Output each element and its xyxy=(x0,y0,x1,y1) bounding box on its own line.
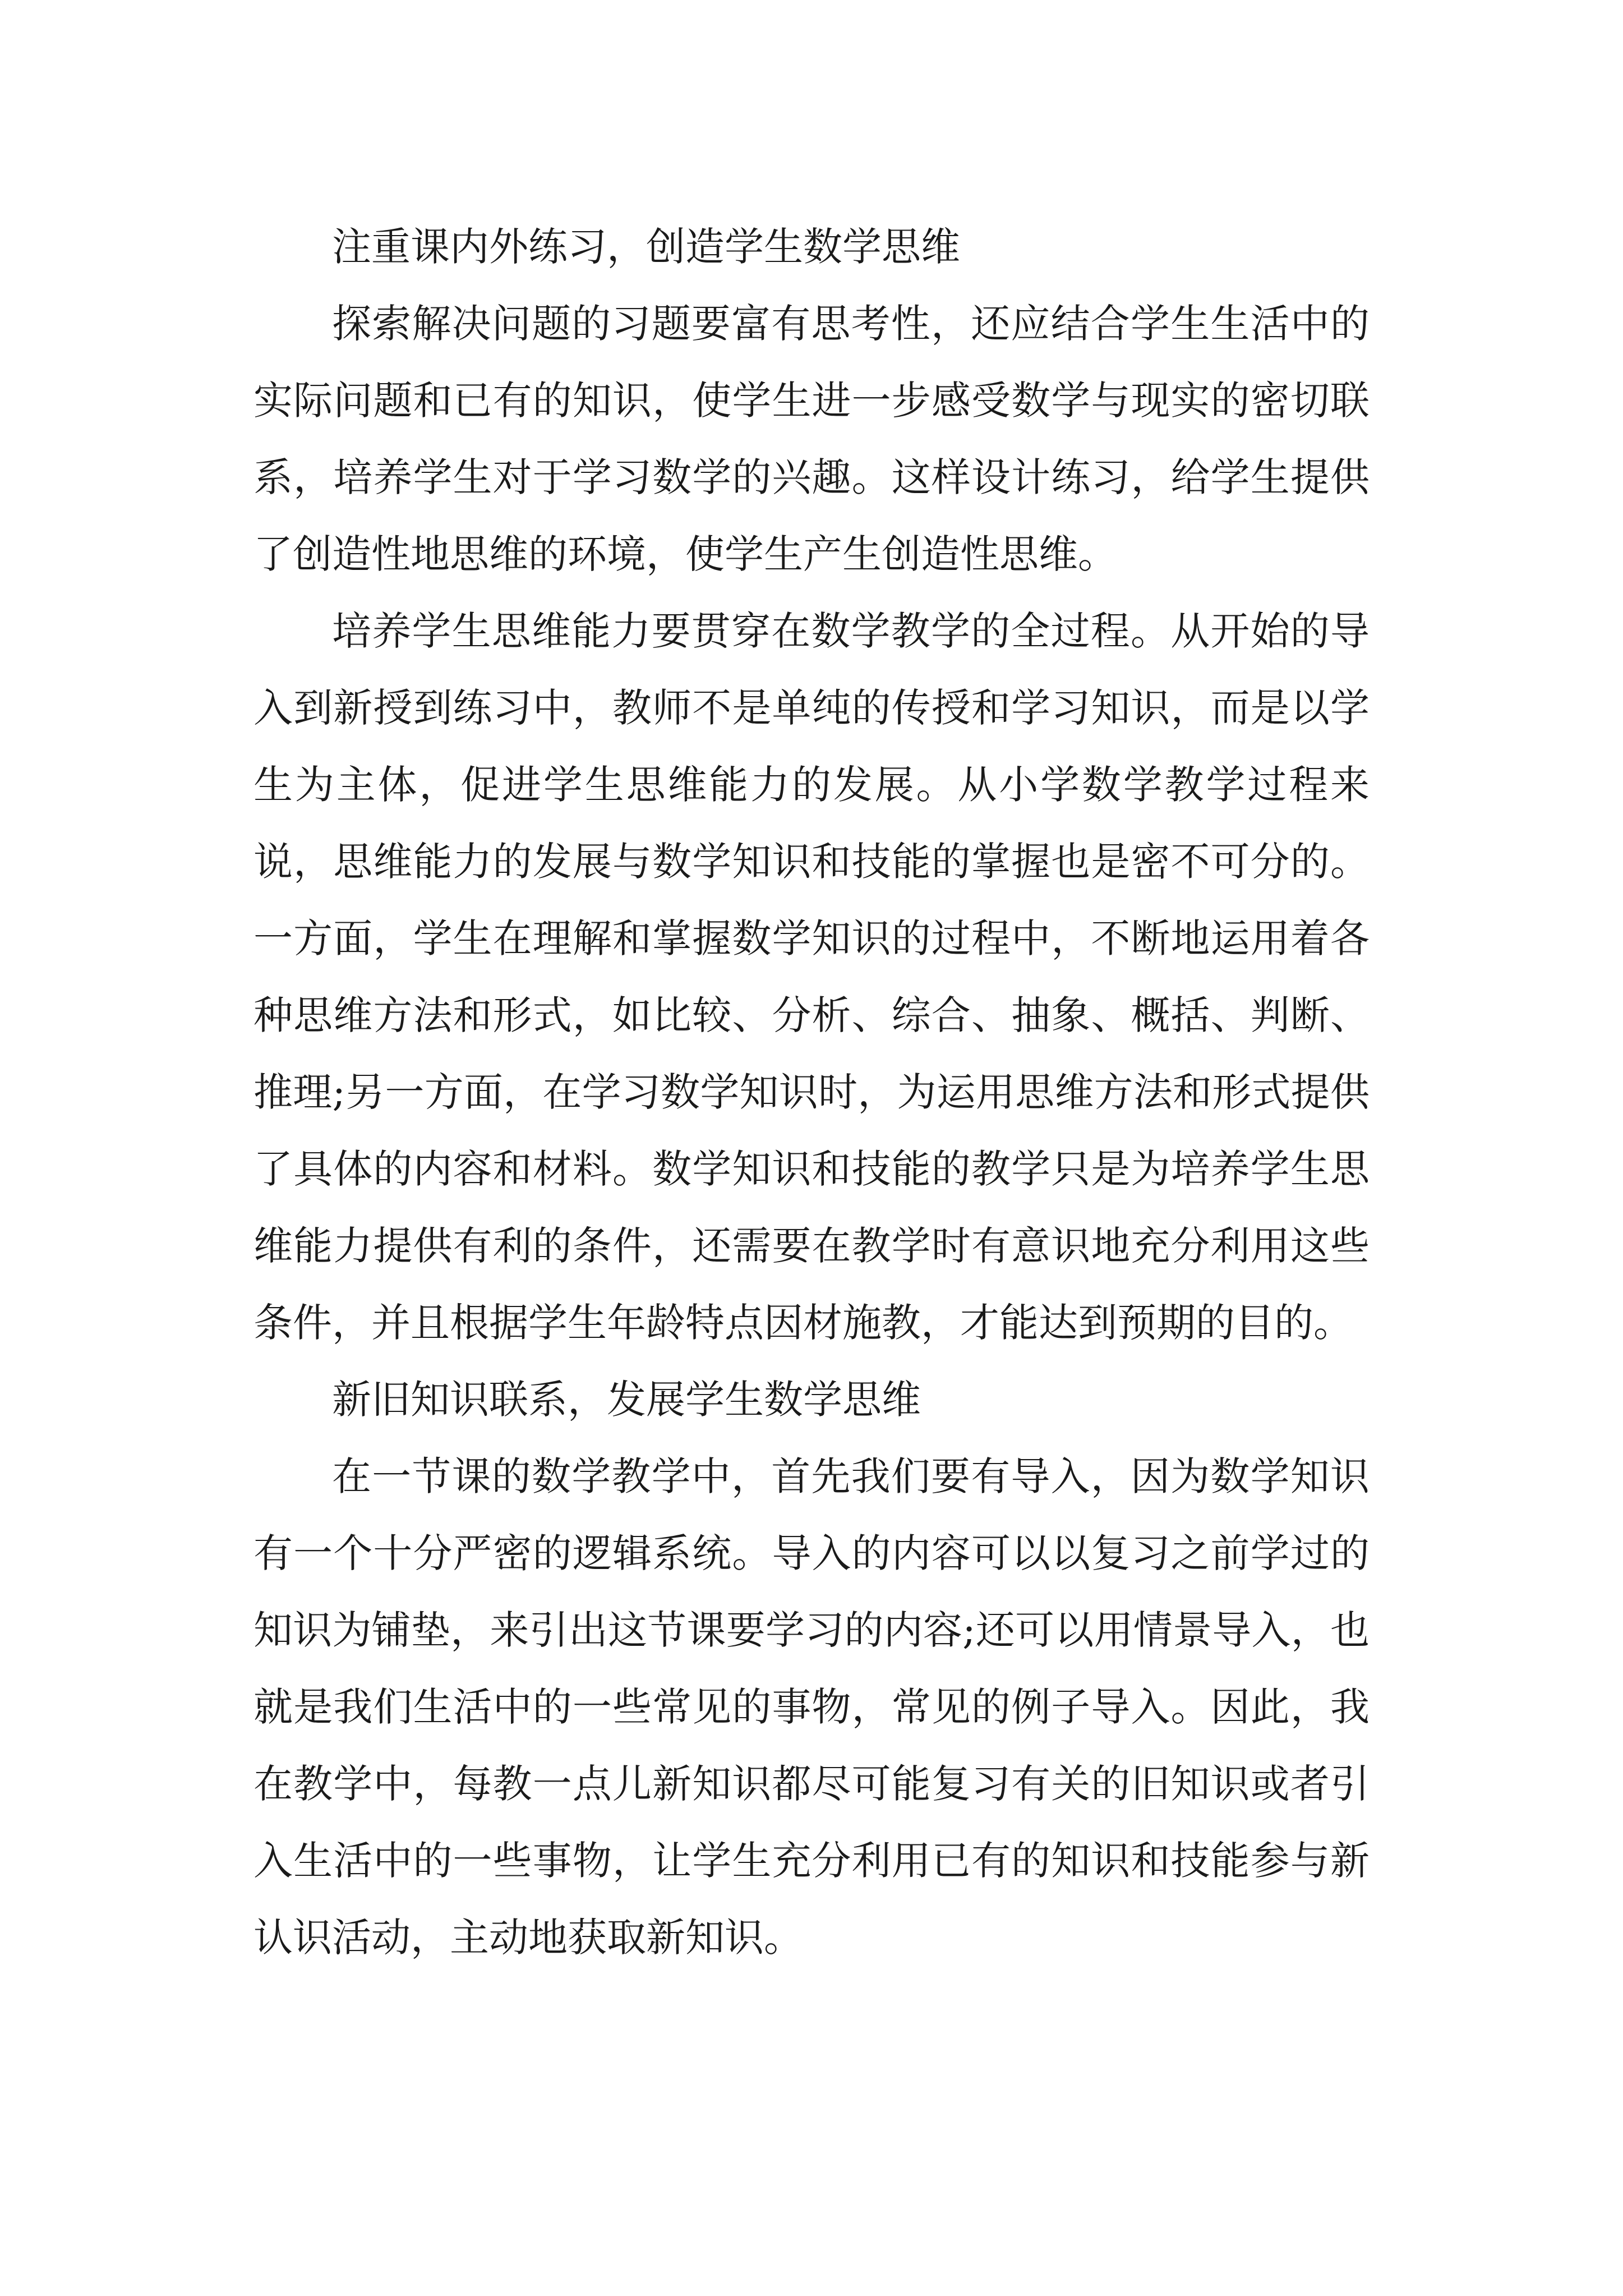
document-body xyxy=(253,209,1370,1976)
section-heading-knowledge-link: 新旧知识联系，发展学生数学思维 xyxy=(332,1377,921,1423)
section-heading-practice: 注重课内外练习，创造学生数学思维 xyxy=(332,224,960,270)
paragraph-exercise-design: 探索解决问题的习题要富有思考性，还应结合学生生活中的实际问题和已有的知识，使学生进一步感受数学与现实的密切联系，培养学生对于学习数学的兴趣。这样设计练习，给学生提供了创造性地思维的环境，使学生产生创造性思维。 xyxy=(253,301,1370,577)
paragraph-lesson-introduction: 在一节课的数学教学中，首先我们要有导入，因为数学知识有一个十分严密的逻辑系统。导入的内容可以以复习之前学过的知识为铺垫，来引出这节课要学习的内容;还可以用情景导入，也就是我们生活中的一些常见的事物，常见的例子导入。因此，我在教学中，每教一点儿新知识都尽可能复习有关的旧知识或者引入生活中的一些事物，让学生充分利用已有的知识和技能参与新认识活动，主动地获取新知识。 xyxy=(253,1453,1370,1961)
paragraph-thinking-ability: 培养学生思维能力要贯穿在数学教学的全过程。从开始的导入到新授到练习中，教师不是单纯的传授和学习知识，而是以学生为主体，促进学生思维能力的发展。从小学数学教学过程来说，思维能力的发展与数学知识和技能的掌握也是密不可分的。一方面，学生在理解和掌握数学知识的过程中，不断地运用着各种思维方法和形式，如比较、分析、综合、抽象、概括、判断、推理;另一方面，在学习数学知识时，为运用思维方法和形式提供了具体的内容和材料。数学知识和技能的教学只是为培养学生思维能力提供有利的条件，还需要在教学时有意识地充分利用这些条件，并且根据学生年龄特点因材施教，才能达到预期的目的。 xyxy=(253,608,1370,1346)
